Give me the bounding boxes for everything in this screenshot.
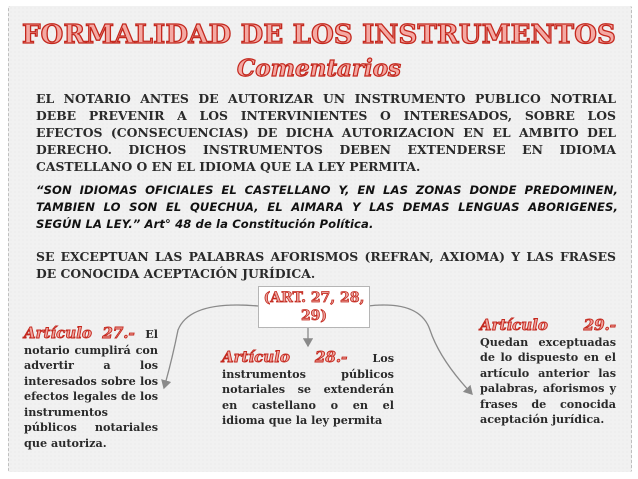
intro-paragraph: EL NOTARIO ANTES DE AUTORIZAR UN INSTRUMENTO PUBLICO NOTRIAL DEBE PREVENIR A LOS INTERVINIENTES O INTERESADOS, SOBRE LOS EFECTOS (CONSECUENCIAS) DE DICHA AUTORIZACION EN EL AMBITO DEL DERECHO. DICHOS INSTRUMENTOS DEBEN EXTENDERSE EN IDIOMA CASTELLANO O EN EL IDIOMA QUE LA LEY PERMITA.	[36, 91, 616, 174]
article-28-text: Los instrumentos públicos notariales se extenderán en castellano o en el idioma que la ley permita	[222, 351, 394, 427]
exception-paragraph: SE EXCEPTUAN LAS PALABRAS AFORISMOS (REFRAN, AXIOMA) Y LAS FRASES DE CONOCIDA ACEPTACIÓN JURÍDICA.	[36, 249, 616, 281]
article-27-block	[24, 326, 158, 451]
constitution-quote: “SON IDIOMAS OFICIALES EL CASTELLANO Y, EN LAS ZONAS DONDE PREDOMINEN, TAMBIEN LO SON EL QUECHUA, EL AIMARA Y LAS DEMAS LENGUAS ABORIGENES, SEGÚN LA LEY.” Art° 48 de la Constitución Política.	[36, 183, 618, 231]
article-28-heading: Artículo 28.-	[222, 348, 373, 366]
article-27-heading: Artículo 27.-	[24, 324, 146, 342]
slide-title: FORMALIDAD DE LOS INSTRUMENTOS	[21, 20, 617, 50]
article-29-text: Quedan exceptuadas de lo dispuesto en el artículo anterior las palabras, aforismos y frases de conocida aceptación jurídica.	[480, 334, 616, 426]
article-28-block	[222, 350, 394, 429]
article-29-block	[480, 318, 616, 428]
slide-subtitle: Comentarios	[236, 55, 401, 82]
article-27-text: El notario cumplirá con advertir a los interesados sobre los efectos legales de los instrumentos públicos notariales que autoriza.	[24, 327, 158, 450]
article-29-heading: Artículo 29.-	[480, 316, 616, 334]
articles-reference-box: (ART. 27, 28, 29)	[258, 286, 370, 328]
